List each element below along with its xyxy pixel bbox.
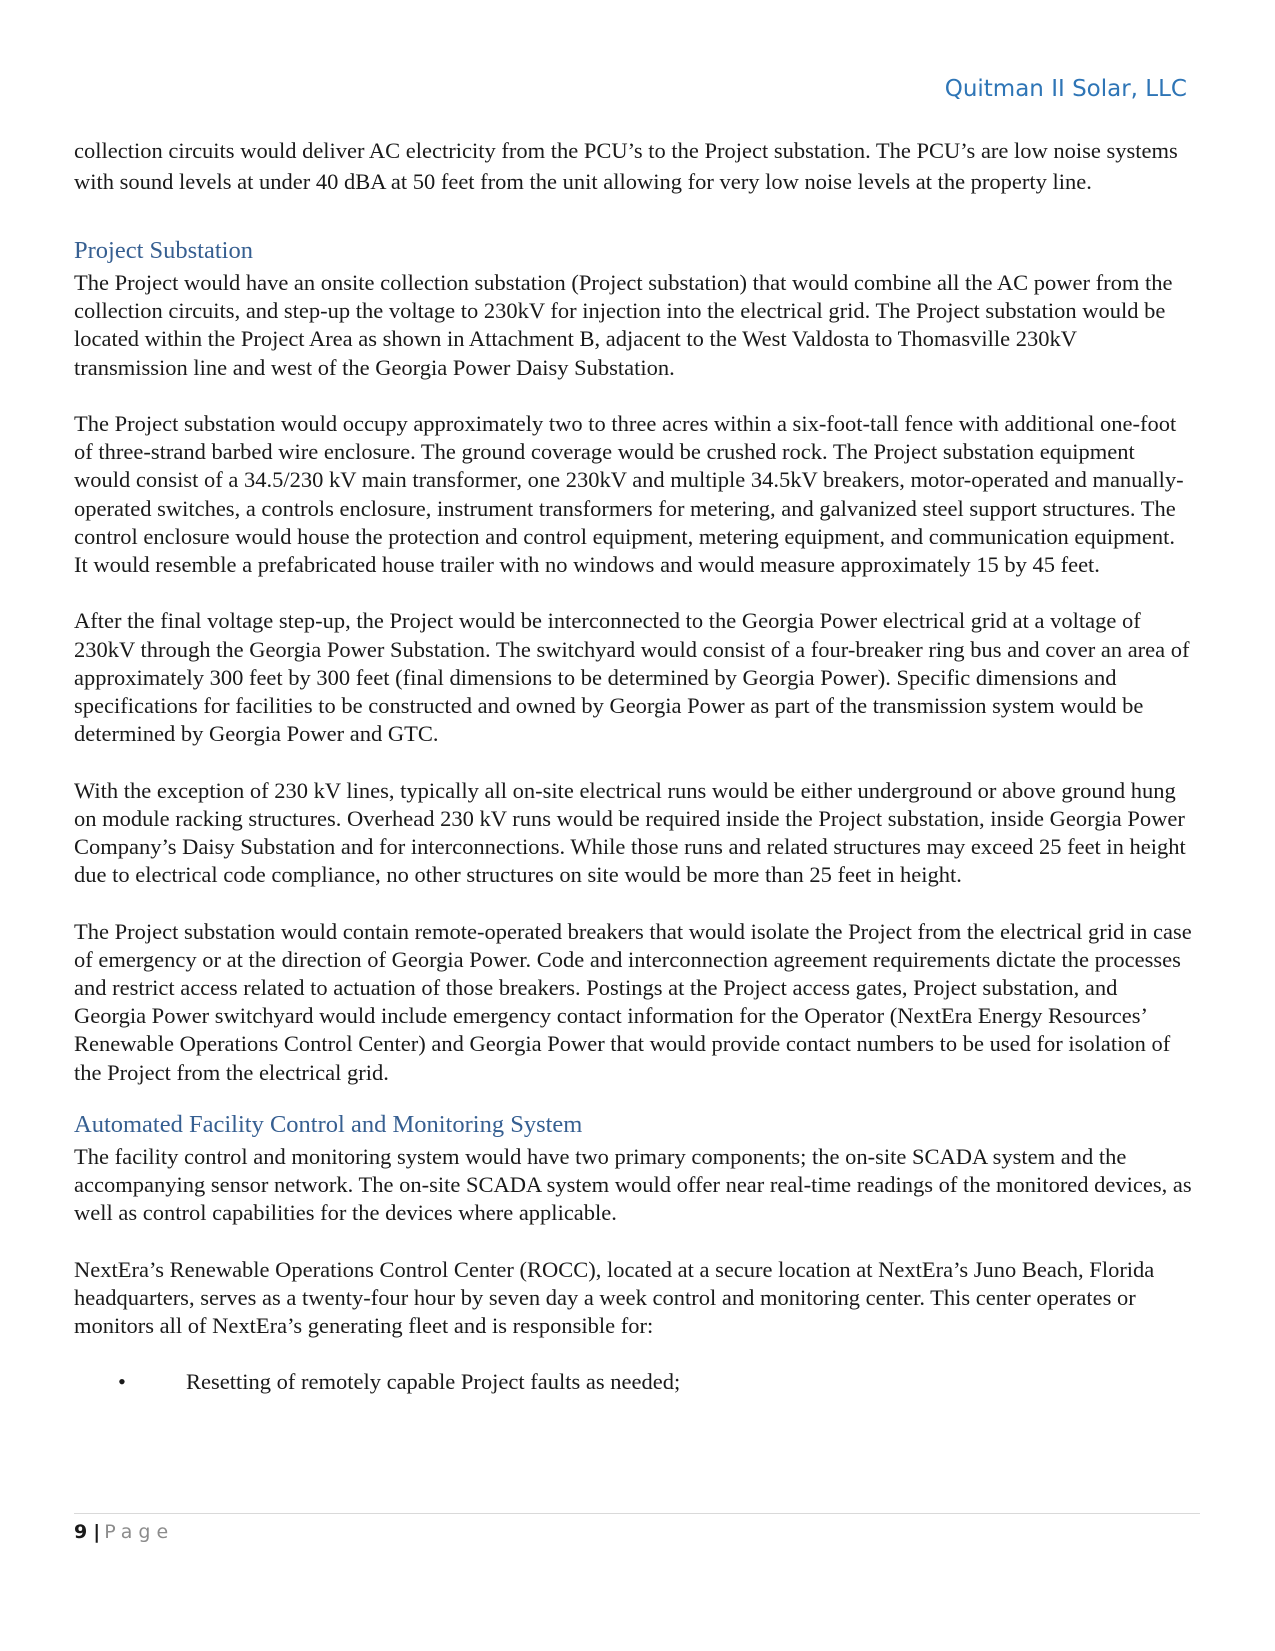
responsibility-list xyxy=(74,1368,1194,1396)
page-label: Page xyxy=(104,1521,175,1543)
page-footer xyxy=(74,1521,174,1543)
header-company-name: Quitman II Solar, LLC xyxy=(944,76,1187,102)
page-number: 9 xyxy=(74,1521,88,1543)
footer-divider xyxy=(74,1513,1200,1514)
paragraph-control-1: The facility control and monitoring system would have two primary components; the on-site SCADA system and the accompanying sensor network. The on-site SCADA system would offer near real-time readings of the monitored devices, as well as control capabilities for the devices where applicable. xyxy=(74,1143,1192,1226)
page-content xyxy=(74,136,1194,1397)
list-item-text: Resetting of remotely capable Project faults as needed; xyxy=(186,1369,681,1395)
heading-project-substation: Project Substation xyxy=(74,237,253,264)
paragraph-control-2: NextEra’s Renewable Operations Control Center (ROCC), located at a secure location at NextEra’s Juno Beach, Florida headquarters, serves as a twenty-four hour by seven day a week control and monitoring center. This center operates or monitors all of NextEra’s generating fleet and is responsible for: xyxy=(74,1256,1155,1339)
heading-control-monitoring: Automated Facility Control and Monitoring System xyxy=(74,1110,583,1138)
paragraph-substation-4: With the exception of 230 kV lines, typically all on-site electrical runs would be either underground or above ground hung on module racking structures. Overhead 230 kV runs would be required inside the Project substation, inside Georgia Power Company’s Daisy Substation and for interconnections. While those runs and related structures may exceed 25 feet in height due to electrical code compliance, no other structures on site would be more than 25 feet in height. xyxy=(74,777,1186,888)
paragraph-substation-1: The Project would have an onsite collection substation (Project substation) that would combine all the AC power from the collection circuits, and step-up the voltage to 230kV for injection into the electrical grid. The Project substation would be located within the Project Area as shown in Attachment B, adjacent to the West Valdosta to Thomasville 230kV transmission line and west of the Georgia Power Daisy Substation. xyxy=(74,270,1173,380)
paragraph-substation-5: The Project substation would contain remote-operated breakers that would isolate the Project from the electrical grid in case of emergency or at the direction of Georgia Power. Code and interconnection agreement requirements dictate the processes and restrict access related to actuation of those breakers. Postings at the Project access gates, Project substation, and Georgia Power switchyard would include emergency contact information for the Operator (NextEra Energy Resources’ Renewable Operations Control Center) and Georgia Power that would provide contact numbers to be used for isolation of the Project from the electrical grid. xyxy=(74,918,1192,1085)
paragraph-intro: collection circuits would deliver AC electricity from the PCU’s to the Project substation. The PCU’s are low noise systems with sound levels at under 40 dBA at 50 feet from the unit allowing for very low noise levels at the property line. xyxy=(74,138,1178,194)
list-item xyxy=(74,1368,1194,1396)
paragraph-substation-3: After the final voltage step-up, the Project would be interconnected to the Georgia Power electrical grid at a voltage of 230kV through the Georgia Power Substation. The switchyard would consist of a four-breaker ring bus and cover an area of approximately 300 feet by 300 feet (final dimensions to be determined by Georgia Power). Specific dimensions and specifications for facilities to be constructed and owned by Georgia Power as part of the transmission system would be determined by Georgia Power and GTC. xyxy=(74,608,1190,747)
bullet-icon: • xyxy=(118,1369,126,1395)
footer-separator: | xyxy=(93,1521,101,1543)
paragraph-substation-2: The Project substation would occupy approximately two to three acres within a six-foot-tall fence with additional one-foot of three-strand barbed wire enclosure. The ground coverage would be crushed rock. The Project substation equipment would consist of a 34.5/230 kV main transformer, one 230kV and multiple 34.5kV breakers, motor-operated and manually-operated switches, a controls enclosure, instrument transformers for metering, and galvanized steel support structures. The control enclosure would house the protection and control equipment, metering equipment, and communication equipment. It would resemble a prefabricated house trailer with no windows and would measure approximately 15 by 45 feet. xyxy=(74,411,1184,578)
